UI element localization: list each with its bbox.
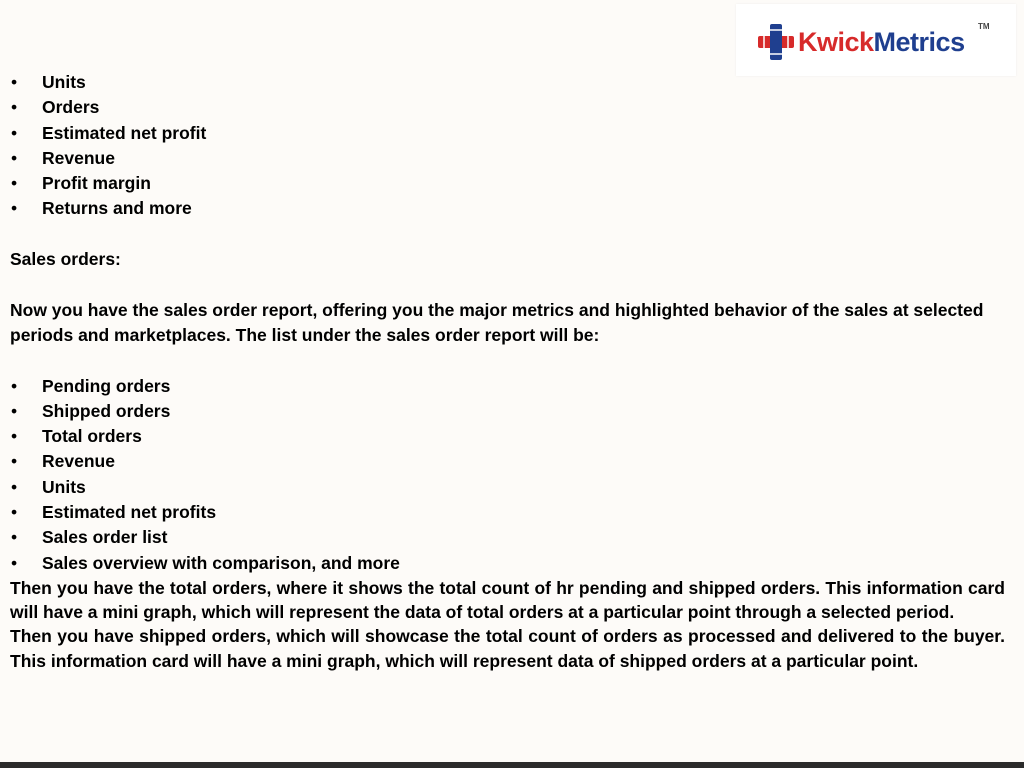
sales-orders-heading: Sales orders: xyxy=(10,249,121,270)
list-item: • Estimated net profits xyxy=(10,500,1005,525)
list-item: • Shipped orders xyxy=(10,399,1005,424)
paragraph-total-orders: Then you have the total orders, where it shows the total count of hr pending and shipped orders. This information card will have a mini graph, which will represent the data of total orders at a particular point through a selected period. xyxy=(10,577,1005,623)
list-item: • Estimated net profit xyxy=(10,121,1005,146)
sales-orders-intro: Now you have the sales order report, offering you the major metrics and highlighted behavior of the sales at selected periods and marketplaces. The list under the sales order report will be: xyxy=(10,299,984,345)
list-item: • Sales order list xyxy=(10,525,1005,550)
trademark-mark: TM xyxy=(978,22,990,31)
brand-wordmark-part2: Metrics xyxy=(873,27,965,57)
brand-wordmark-part1: Kwick xyxy=(798,27,874,57)
list-item: • Orders xyxy=(10,95,1005,120)
list-item: • Total orders xyxy=(10,424,1005,449)
brand-logo xyxy=(736,4,1016,76)
footer-bar xyxy=(0,762,1024,768)
document-body xyxy=(10,70,1005,673)
list-item: • Sales overview with comparison, and more xyxy=(10,551,1005,576)
metrics-list xyxy=(10,70,1005,222)
list-item: • Returns and more xyxy=(10,196,1005,221)
cross-grid-logo-icon xyxy=(756,22,796,62)
brand-wordmark xyxy=(798,22,965,62)
list-item: • Revenue xyxy=(10,449,1005,474)
list-item: • Units xyxy=(10,475,1005,500)
list-item: • Revenue xyxy=(10,146,1005,171)
list-item: • Profit margin xyxy=(10,171,1005,196)
list-item: • Pending orders xyxy=(10,374,1005,399)
sales-orders-list xyxy=(10,374,1005,576)
paragraph-shipped-orders: Then you have shipped orders, which will showcase the total count of orders as processed and delivered to the buyer. This information card will have a mini graph, which will represent data of shipped orders at a particular point. xyxy=(10,626,1005,671)
list-item: • Units xyxy=(10,70,1005,95)
